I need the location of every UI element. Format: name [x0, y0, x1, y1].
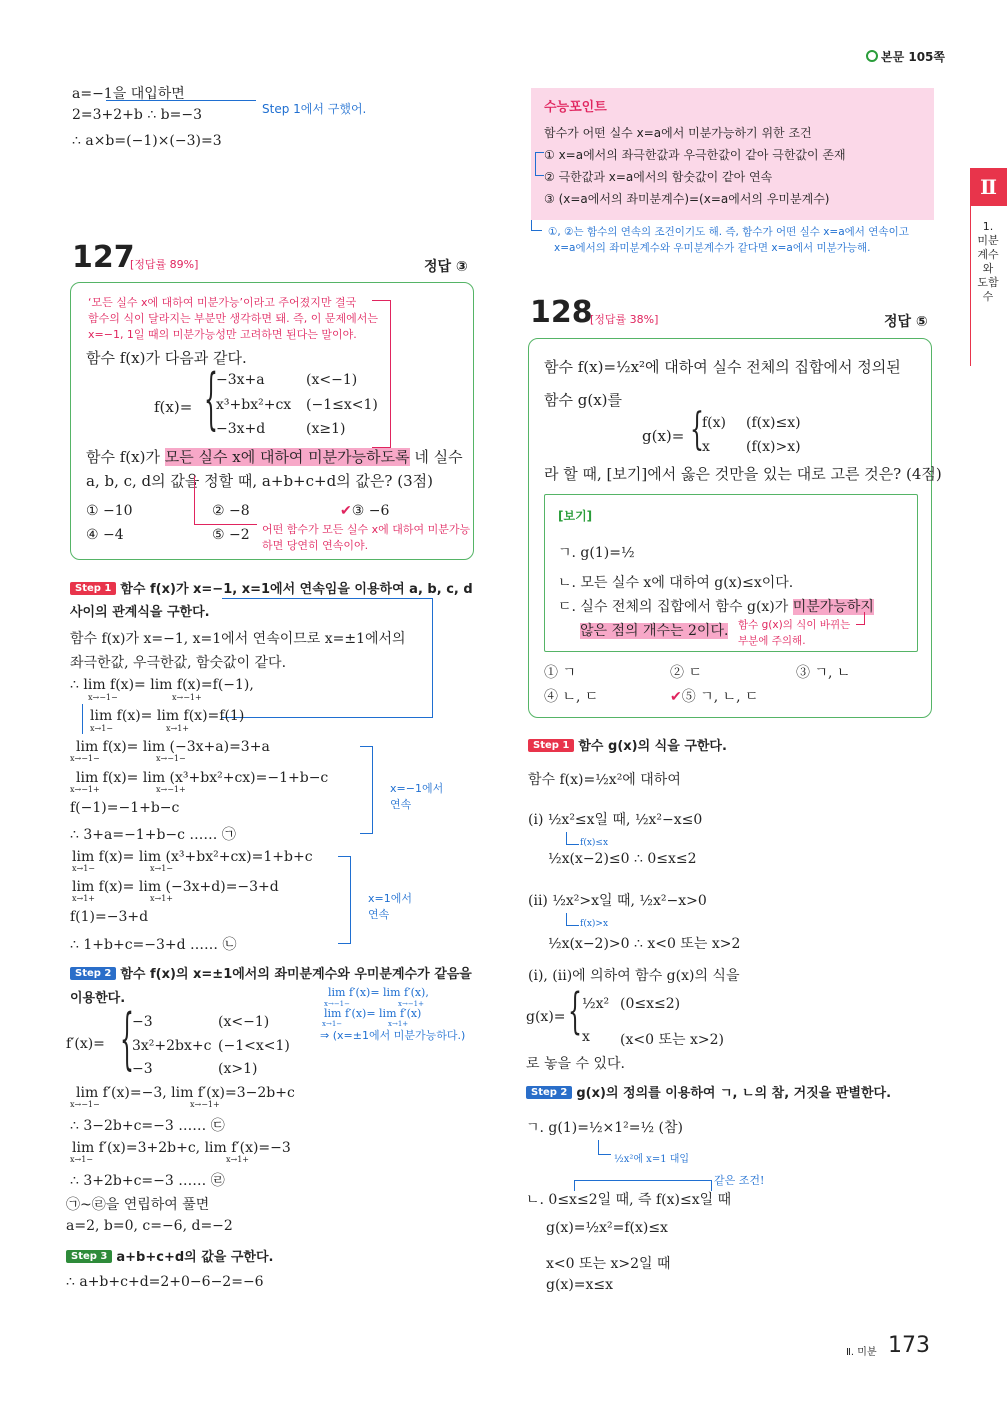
rate-127: [정답률 89%]: [130, 258, 199, 271]
ggc1: (0≤x≤2): [620, 996, 681, 1012]
step1-127: [70, 578, 473, 597]
step2-128-badge: Step 2: [526, 1086, 572, 1099]
bogi-1: ㄱ. g(1)=½: [558, 545, 635, 561]
choice-128-5[interactable]: [670, 686, 759, 706]
point-p1: 함수가 어떤 실수 x=a에서 미분가능하기 위한 조건: [544, 126, 812, 140]
choice-127-1[interactable]: ① −10: [86, 503, 133, 519]
footer-section: Ⅱ. 미분: [846, 1347, 877, 1358]
sol128-r4: (ii) ½x²>x일 때, ½x²−x>0: [528, 893, 707, 909]
choice-127-2[interactable]: ② −8: [212, 503, 250, 519]
prev-line3: ∴ a×b=(−1)×(−3)=3: [72, 133, 222, 149]
brace-fprime: {: [120, 1004, 134, 1079]
sol127-bracket4: [338, 856, 351, 944]
note-127-4: 어떤 함수가 모든 실수 x에 대하여 미분가능: [262, 523, 471, 536]
choice-127-3-label: ③ −6: [351, 503, 390, 519]
ggc2: (x<0 또는 x>2): [620, 1032, 724, 1048]
sol127-n3bs1: x→1−: [322, 1020, 343, 1028]
g2: x: [702, 439, 710, 455]
sol127-l5: lim f(x)= lim (−3x+a)=3+a: [76, 739, 270, 755]
bogi-4: [580, 620, 728, 640]
q127-line3: a, b, c, d의 값을 정할 때, a+b+c+d의 값은? (3점): [86, 472, 433, 490]
sol127-l13s2: x→−1+: [190, 1100, 220, 1109]
sol127-l9: lim f(x)= lim (x³+bx²+cx)=1+b+c: [72, 849, 313, 865]
q128-line2: 함수 g(x)를: [544, 391, 623, 409]
sol127-l3: ∴ lim f(x)= lim f(x)=f(−1),: [70, 677, 254, 693]
bogi-note1: 함수 g(x)의 식이 바뀌는: [738, 619, 851, 631]
sol128-r4n: f(x)>x: [580, 919, 609, 929]
sol127-n1b: 연속: [390, 798, 412, 811]
brace-g: {: [690, 406, 704, 456]
step2-127: [70, 963, 472, 982]
note-127-arrow: [194, 476, 257, 525]
point-bracket: [535, 152, 544, 176]
sol127-l2: 좌극한값, 우극한값, 함숫값이 같다.: [70, 655, 287, 671]
brace: {: [204, 364, 218, 439]
point-arrow: [531, 220, 542, 231]
sol127-n3bs2: x→1+: [388, 1020, 409, 1028]
chapter-tab[interactable]: Ⅱ: [970, 168, 1007, 206]
cond3: (x≥1): [306, 421, 346, 437]
sol127-l6: lim f(x)= lim (x³+bx²+cx)=−1+b−c: [76, 770, 329, 786]
sol128-r8n: ½x²에 x=1 대입: [614, 1154, 690, 1165]
choice-128-5-label: ⑤ ㄱ, ㄴ, ㄷ: [681, 689, 759, 705]
choice-127-5[interactable]: ⑤ −2: [212, 527, 250, 543]
sol127-l3s1: x→−1−: [88, 693, 118, 702]
sol127-l6s1: x→−1+: [70, 785, 100, 794]
sol128-r3: ½x(x−2)≤0 ∴ 0≤x≤2: [548, 851, 697, 867]
step3-text: a+b+c+d의 값을 구한다.: [116, 1250, 274, 1265]
choice-128-4[interactable]: ④ ㄴ, ㄷ: [544, 689, 599, 705]
sol128-r6: (i), (ii)에 의하여 함수 g(x)의 식을: [528, 968, 740, 984]
case1: −3x+a: [216, 372, 265, 388]
note-127-2: 함수의 식이 달라지는 부분만 생각하면 돼. 즉, 이 문제에서는: [88, 312, 378, 325]
prev-arrow: [106, 100, 256, 101]
step3-127: [66, 1246, 273, 1265]
step1-128-badge: Step 1: [528, 739, 574, 752]
sol128-r2n-arrow: [566, 832, 579, 845]
sol128-r4n-arrow: [566, 913, 579, 926]
sol127-l15s1: x→1−: [70, 1155, 94, 1164]
sol127-n2b: 연속: [368, 908, 390, 921]
sol127-n3b: lim f′(x)= lim f′(x): [324, 1007, 422, 1020]
step2-text: 함수 f(x)의 x=±1에서의 좌미분계수와 우미분계수가 같음을: [120, 967, 472, 982]
case2: x³+bx²+cx: [216, 397, 292, 413]
sol127-n3c: ⇒ (x=±1에서 미분가능하다.): [320, 1029, 466, 1042]
point-n1: ①, ②는 함수의 연속의 조건이기도 해. 즉, 함수가 어떤 실수 x=a에서 연속이고: [548, 226, 909, 238]
sol127-l5s2: x→−1−: [156, 754, 186, 763]
g-def-lhs: g(x)=: [642, 427, 685, 445]
sol127-n2a: x=1에서: [368, 892, 412, 905]
bogi-note2: 부분에 주의해.: [738, 635, 806, 647]
prev-line2: 2=3+2+b ∴ b=−3: [72, 107, 203, 123]
sol128-r10: g(x)=½x²=f(x)≤x: [546, 1220, 668, 1236]
q128-line1: 함수 f(x)=½x²에 대하여 실수 전체의 집합에서 정의된: [544, 358, 901, 376]
gg-lhs: g(x)=: [526, 1009, 566, 1025]
bogi-3-highlight: 미분가능하지: [792, 599, 874, 615]
problem-number-128: 128: [530, 295, 593, 330]
bogi-title: [보기]: [558, 509, 593, 523]
g1: f(x): [702, 415, 727, 431]
sol128-r2: (i) ½x²≤x일 때, ½x²−x≤0: [528, 812, 703, 828]
q127-highlight: 모든 실수 x에 대하여 미분가능하도록: [164, 448, 410, 466]
circle-icon: [866, 50, 878, 62]
sol127-l15s2: x→1+: [226, 1155, 250, 1164]
q127-line2b: 네 실수: [409, 448, 463, 466]
fpc3: (x>1): [218, 1061, 258, 1077]
note-127-1: ‘모든 실수 x에 대하여 미분가능’이라고 주어졌지만 결국: [88, 296, 357, 309]
step1-badge: Step 1: [70, 582, 116, 595]
sol127-l10s1: x→1+: [72, 894, 96, 903]
fpc1: (x<−1): [218, 1014, 270, 1030]
chapter-title: 1. 미분계수와 도함수: [977, 220, 999, 303]
gc1: (f(x)≤x): [746, 415, 801, 431]
sol128-r11: x<0 또는 x>2일 때: [546, 1256, 671, 1272]
prev-line1: a=−1을 대입하면: [72, 86, 185, 102]
sol127-l17: ㉠~㉣을 연립하여 풀면: [66, 1197, 210, 1213]
sol127-l4: lim f(x)= lim f(x)=f(1): [90, 708, 245, 724]
choice-128-2[interactable]: ② ㄷ: [670, 665, 702, 681]
sol127-bracket: [222, 598, 433, 718]
brace-gg: {: [568, 985, 582, 1041]
choice-127-4[interactable]: ④ −4: [86, 527, 124, 543]
sol127-l13s1: x→−1−: [70, 1100, 100, 1109]
bogi-4-highlight: 않은 점의 개수는 2이다.: [580, 623, 729, 639]
sol127-l12: ∴ 1+b+c=−3+d …… ㉡: [70, 937, 237, 953]
sol127-l16: ∴ 3+2b+c=−3 …… ㉣: [70, 1173, 225, 1189]
sol128-r1: 함수 f(x)=½x²에 대하여: [528, 772, 681, 788]
sol127-l4s2: x→1+: [166, 724, 190, 733]
sol127-l11: f(1)=−3+d: [70, 909, 149, 925]
sol127-bracket2: [82, 704, 273, 734]
bogi-3a: ㄷ. 실수 전체의 집합에서 함수 g(x)가: [558, 599, 793, 615]
bogi-2: ㄴ. 모든 실수 x에 대하여 g(x)≤x이다.: [558, 575, 794, 591]
gg1: ½x²: [582, 996, 610, 1012]
check-icon: ✔: [340, 503, 352, 519]
page-ref: 본문 105쪽: [866, 48, 945, 65]
fp1: −3: [132, 1014, 153, 1030]
sol127-l9s2: x→1−: [150, 864, 174, 873]
step1-128-text: 함수 g(x)의 식을 구한다.: [578, 739, 727, 754]
choice-128-3[interactable]: ③ ㄱ, ㄴ: [796, 665, 851, 681]
point-n2: x=a에서의 좌미분계수와 우미분계수가 같다면 x=a에서 미분가능해.: [554, 242, 871, 254]
sol127-l1: 함수 f(x)가 x=−1, x=1에서 연속이므로 x=±1에서의: [70, 631, 406, 647]
sol127-l7: f(−1)=−1+b−c: [70, 800, 180, 816]
sol128-r8: ㄱ. g(1)=½×1²=½ (참): [526, 1120, 683, 1136]
sol127-l13: lim f′(x)=−3, lim f′(x)=3−2b+c: [76, 1085, 295, 1101]
choice-128-1[interactable]: ① ㄱ: [544, 665, 576, 681]
note-127-bracket: [372, 300, 391, 448]
sol127-l10s2: x→1+: [150, 894, 174, 903]
cond1: (x<−1): [306, 372, 358, 388]
bogi-note-arrow: [856, 612, 865, 625]
problem-number-127: 127: [72, 240, 135, 275]
sol127-bracket3: [360, 746, 373, 834]
f-def-lhs: f(x)=: [154, 398, 193, 416]
sol127-l3s2: x→−1+: [172, 693, 202, 702]
step2-128: [526, 1082, 891, 1101]
sol127-n1a: x=−1에서: [390, 782, 444, 795]
answer-127: 정답 ③: [424, 259, 468, 275]
choice-127-3[interactable]: [340, 503, 389, 519]
sol127-l15: lim f′(x)=3+2b+c, lim f′(x)=−3: [72, 1140, 291, 1156]
sol128-r7: 로 놓을 수 있다.: [526, 1056, 625, 1072]
fpc2: (−1<x<1): [218, 1038, 290, 1054]
sol127-l14: ∴ 3−2b+c=−3 …… ㉢: [70, 1118, 225, 1134]
point-p4: ③ (x=a에서의 좌미분계수)=(x=a에서의 우미분계수): [544, 192, 830, 206]
sol128-r12: g(x)=x≤x: [546, 1277, 614, 1293]
fp2: 3x²+2bx+c: [132, 1038, 212, 1054]
sol127-l9s1: x→1−: [72, 864, 96, 873]
sol127-l19: ∴ a+b+c+d=2+0−6−2=−6: [66, 1274, 264, 1290]
point-p3: ② 극한값과 x=a에서의 함숫값이 같아 연속: [544, 170, 773, 184]
fp3: −3: [132, 1061, 153, 1077]
q127-line2: [86, 446, 463, 467]
case3: −3x+d: [216, 421, 266, 437]
sol127-n3as2: x→−1+: [398, 1000, 424, 1008]
gc2: (f(x)>x): [746, 439, 801, 455]
sol127-n3as1: x→−1−: [324, 1000, 350, 1008]
note-127-5: 하면 당연히 연속이야.: [262, 539, 369, 552]
check-icon: ✔: [670, 689, 682, 705]
point-p2: ① x=a에서의 좌극한값과 우극한값이 같아 극한값이 존재: [544, 148, 846, 162]
fprime-lhs: f′(x)=: [66, 1036, 105, 1052]
sol127-l18: a=2, b=0, c=−6, d=−2: [66, 1218, 233, 1234]
sol128-r9n: 같은 조건!: [714, 1174, 765, 1187]
prev-note: Step 1에서 구했어.: [262, 102, 367, 116]
answer-128: 정답 ⑤: [884, 314, 928, 330]
sol127-l10: lim f(x)= lim (−3x+d)=−3+d: [72, 879, 279, 895]
point-title: 수능포인트: [544, 100, 607, 115]
sol128-r8n-arrow: [598, 1140, 611, 1155]
step2-127b: 이용한다.: [70, 991, 126, 1006]
page-number: 173: [888, 1333, 930, 1358]
step3-badge: Step 3: [66, 1250, 112, 1263]
cond2: (−1≤x<1): [306, 397, 378, 413]
sol127-l5s1: x→−1−: [70, 754, 100, 763]
gg2: x: [582, 1029, 590, 1045]
sol128-r9: ㄴ. 0≤x≤2일 때, 즉 f(x)≤x일 때: [526, 1192, 732, 1208]
step2-128-text: g(x)의 정의를 이용하여 ㄱ, ㄴ의 참, 거짓을 판별한다.: [576, 1086, 892, 1101]
sol128-r2n: f(x)≤x: [580, 838, 609, 848]
step1-127b: 사이의 관계식을 구한다.: [70, 605, 210, 620]
step1-128: [528, 735, 727, 754]
rate-128: [정답률 38%]: [590, 313, 659, 326]
bogi-3: [558, 596, 874, 616]
sol128-r5: ½x(x−2)>0 ∴ x<0 또는 x>2: [548, 936, 741, 952]
sol127-l4s1: x→1−: [90, 724, 114, 733]
step1-text: 함수 f(x)가 x=−1, x=1에서 연속임을 이용하여 a, b, c, d: [120, 582, 473, 597]
sol127-l8: ∴ 3+a=−1+b−c …… ㉠: [70, 827, 236, 843]
q127-line2a: 함수 f(x)가: [86, 448, 165, 466]
note-127-3: x=−1, 1일 때의 미분가능성만 고려하면 된다는 말이야.: [88, 328, 357, 341]
q128-line3: 라 할 때, [보기]에서 옳은 것만을 있는 대로 고른 것은? (4점): [544, 465, 942, 483]
sol127-n3a: lim f′(x)= lim f′(x),: [328, 986, 429, 999]
sol127-l6s2: x→−1+: [156, 785, 186, 794]
q127-line1: 함수 f(x)가 다음과 같다.: [86, 349, 247, 367]
step2-badge: Step 2: [70, 967, 116, 980]
